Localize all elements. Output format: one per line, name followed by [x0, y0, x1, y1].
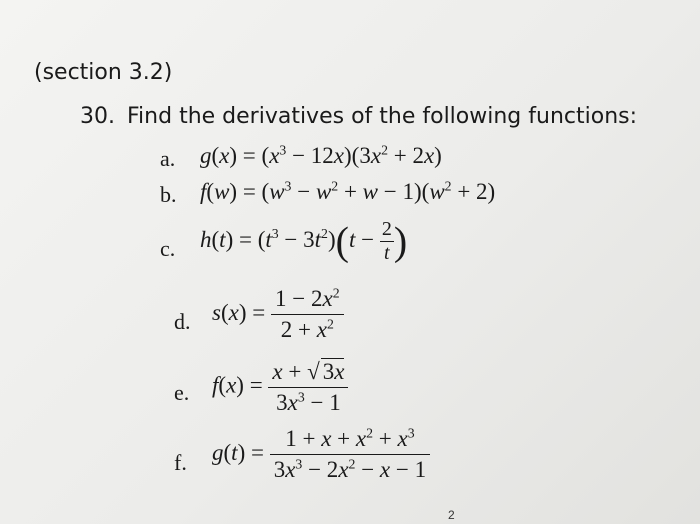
page-number: 2 [448, 508, 455, 522]
part-d-fraction: $\frac{1 - 2x^2}{2 + x^2}$ [271, 286, 344, 343]
part-c-equation: $h(t) = (t^3 - 3t^2)(t$ − $\frac{2}{t}$ ) [200, 218, 408, 264]
part-d-equation: s(x) = $\frac{1 - 2x^2}{2 + x^2}$ [212, 286, 344, 343]
part-c-label: c. [160, 236, 176, 261]
part-b-label: b. [160, 182, 177, 207]
part-d-label: d. [174, 309, 191, 334]
question-text: Find the derivatives of the following functions: [127, 104, 638, 129]
question-header [80, 104, 637, 129]
part-f-fraction: $\frac{1 + x + x^2 + x^3}{3x^3 - 2x^2 - x - 1}$ [270, 426, 430, 483]
part-a-equation: $g(x) = (x^3 - 12x)(3x^2 + 2x)$ [200, 142, 442, 168]
part-a-label: a. [160, 146, 176, 171]
question-number: 30. [80, 104, 115, 129]
part-b-equation: $f(w) = (w^3 - w^2 + w - 1)(w^2 + 2)$ [200, 178, 496, 204]
part-e-label: e. [174, 380, 190, 405]
part-e-fraction: $\frac{x + √ 3x}{3x^3 - 1}$ [268, 358, 348, 416]
part-f-label: f. [174, 450, 187, 475]
part-e-equation: f(x) = $\frac{x + √ 3x}{3x^3 - 1}$ [212, 358, 348, 416]
part-f-equation: g(t) = $\frac{1 + x + x^2 + x^3}{3x^3 - 2x^2 - x - 1}$ [212, 426, 430, 483]
section-title: (section 3.2) [34, 60, 173, 85]
